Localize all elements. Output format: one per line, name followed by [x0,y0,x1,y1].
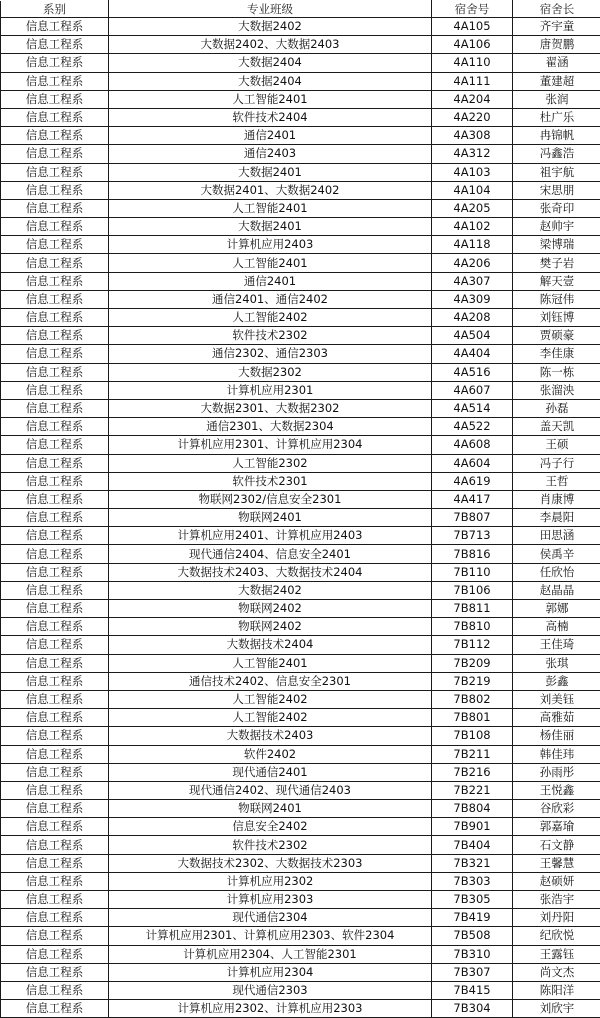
class-cell: 大数据2401 [109,163,432,181]
table-row [1,636,600,654]
table-row [1,836,600,854]
table-row [1,981,600,999]
dorm-head-cell: 解天壹 [513,272,600,290]
dorm-head-cell: 刘美钰 [513,690,600,708]
department-cell: 信息工程系 [1,418,109,436]
class-cell: 计算机应用2401、计算机应用2403 [109,527,432,545]
class-cell: 计算机应用2304 [109,963,432,981]
dorm-head-cell: 齐宇童 [513,18,600,36]
header-class: 专业班级 [109,1,432,18]
department-cell: 信息工程系 [1,490,109,508]
room-cell: 7B404 [432,836,513,854]
table-row [1,690,600,708]
header-row [1,1,600,18]
class-cell: 物联网2402 [109,600,432,618]
department-cell: 信息工程系 [1,327,109,345]
room-cell: 4A608 [432,436,513,454]
class-cell: 人工智能2401 [109,254,432,272]
table-row [1,781,600,799]
room-cell: 7B816 [432,545,513,563]
class-cell: 大数据技术2403、大数据技术2404 [109,563,432,581]
department-cell: 信息工程系 [1,690,109,708]
table-row [1,345,600,363]
room-cell: 4A206 [432,254,513,272]
department-cell: 信息工程系 [1,909,109,927]
room-cell: 7B804 [432,800,513,818]
room-cell: 7B901 [432,818,513,836]
class-cell: 大数据技术2302、大数据技术2303 [109,854,432,872]
dorm-head-cell: 高雅茹 [513,709,600,727]
table-row [1,600,600,618]
room-cell: 7B419 [432,909,513,927]
class-cell: 物联网2401 [109,509,432,527]
dorm-head-cell: 贾硕豪 [513,327,600,345]
room-cell: 4A102 [432,218,513,236]
dorm-head-cell: 谷欣彩 [513,800,600,818]
class-cell: 软件技术2404 [109,108,432,126]
class-cell: 大数据2302 [109,363,432,381]
room-cell: 7B110 [432,563,513,581]
dorm-head-cell: 张琪 [513,654,600,672]
department-cell: 信息工程系 [1,18,109,36]
department-cell: 信息工程系 [1,199,109,217]
department-cell: 信息工程系 [1,927,109,945]
department-cell: 信息工程系 [1,527,109,545]
header-room: 宿舍号 [432,1,513,18]
table-row [1,618,600,636]
table-row [1,545,600,563]
dorm-head-cell: 孙磊 [513,399,600,417]
room-cell: 7B810 [432,618,513,636]
room-cell: 7B221 [432,781,513,799]
room-cell: 7B219 [432,672,513,690]
class-cell: 计算机应用2302、计算机应用2303 [109,1000,432,1018]
class-cell: 大数据2404 [109,54,432,72]
table-row [1,108,600,126]
table-row [1,563,600,581]
class-cell: 大数据2401 [109,218,432,236]
department-cell: 信息工程系 [1,891,109,909]
dorm-head-cell: 翟涵 [513,54,600,72]
class-cell: 物联网2302/信息安全2301 [109,490,432,508]
dorm-head-cell: 孙雨彤 [513,763,600,781]
dorm-head-cell: 刘钰博 [513,309,600,327]
department-cell: 信息工程系 [1,963,109,981]
room-cell: 7B310 [432,945,513,963]
room-cell: 7B303 [432,872,513,890]
class-cell: 计算机应用2301、计算机应用2303、软件2304 [109,927,432,945]
department-cell: 信息工程系 [1,54,109,72]
table-row [1,418,600,436]
room-cell: 4A106 [432,36,513,54]
table-row [1,36,600,54]
class-cell: 软件技术2302 [109,836,432,854]
class-cell: 计算机应用2304、人工智能2301 [109,945,432,963]
room-cell: 4A105 [432,18,513,36]
class-cell: 计算机应用2301、计算机应用2304 [109,436,432,454]
room-cell: 7B807 [432,509,513,527]
department-cell: 信息工程系 [1,872,109,890]
class-cell: 大数据技术2404 [109,636,432,654]
room-cell: 4A619 [432,472,513,490]
room-cell: 7B321 [432,854,513,872]
class-cell: 大数据2404 [109,72,432,90]
table-row [1,763,600,781]
table-row [1,654,600,672]
dorm-head-cell: 张奇印 [513,199,600,217]
department-cell: 信息工程系 [1,945,109,963]
dorm-head-cell: 王露钰 [513,945,600,963]
dorm-head-cell: 赵晶晶 [513,581,600,599]
class-cell: 通信2403 [109,145,432,163]
table-row [1,436,600,454]
room-cell: 7B307 [432,963,513,981]
dorm-head-cell: 刘丹阳 [513,909,600,927]
header-department: 系别 [1,1,109,18]
class-cell: 人工智能2302 [109,454,432,472]
table-row [1,800,600,818]
department-cell: 信息工程系 [1,854,109,872]
room-cell: 4A417 [432,490,513,508]
dorm-head-cell: 冯子行 [513,454,600,472]
department-cell: 信息工程系 [1,781,109,799]
class-cell: 大数据技术2403 [109,727,432,745]
department-cell: 信息工程系 [1,472,109,490]
class-cell: 大数据2402、大数据2403 [109,36,432,54]
department-cell: 信息工程系 [1,563,109,581]
department-cell: 信息工程系 [1,108,109,126]
department-cell: 信息工程系 [1,218,109,236]
table-row [1,145,600,163]
department-cell: 信息工程系 [1,363,109,381]
department-cell: 信息工程系 [1,72,109,90]
table-row [1,672,600,690]
department-cell: 信息工程系 [1,381,109,399]
table-row [1,527,600,545]
room-cell: 4A307 [432,272,513,290]
dorm-head-cell: 张润 [513,90,600,108]
room-cell: 7B209 [432,654,513,672]
table-row [1,509,600,527]
dorm-head-cell: 赵帅宇 [513,218,600,236]
department-cell: 信息工程系 [1,36,109,54]
department-cell: 信息工程系 [1,454,109,472]
room-cell: 7B112 [432,636,513,654]
class-cell: 现代通信2402、现代通信2403 [109,781,432,799]
class-cell: 人工智能2401 [109,199,432,217]
class-cell: 通信2301、大数据2304 [109,418,432,436]
dorm-head-cell: 石文静 [513,836,600,854]
dorm-head-cell: 韩佳玮 [513,745,600,763]
table-row [1,472,600,490]
dorm-head-cell: 王哲 [513,472,600,490]
department-cell: 信息工程系 [1,727,109,745]
class-cell: 人工智能2402 [109,709,432,727]
table-row [1,290,600,308]
class-cell: 通信2401 [109,272,432,290]
dorm-head-cell: 赵硕妍 [513,872,600,890]
class-cell: 软件技术2302 [109,327,432,345]
table-row [1,199,600,217]
class-cell: 现代通信2304 [109,909,432,927]
table-row [1,727,600,745]
department-cell: 信息工程系 [1,636,109,654]
dorm-head-cell: 郭嘉瑜 [513,818,600,836]
room-cell: 7B415 [432,981,513,999]
room-cell: 7B802 [432,690,513,708]
header-dorm-head: 宿舍长 [513,1,600,18]
dorm-head-cell: 张溜泱 [513,381,600,399]
table-row [1,581,600,599]
table-row [1,236,600,254]
room-cell: 4A607 [432,381,513,399]
class-cell: 通信2302、通信2303 [109,345,432,363]
class-cell: 通信2401、通信2402 [109,290,432,308]
room-cell: 4A504 [432,327,513,345]
class-cell: 信息安全2402 [109,818,432,836]
department-cell: 信息工程系 [1,254,109,272]
class-cell: 大数据2402 [109,18,432,36]
class-cell: 大数据2402 [109,581,432,599]
dorm-head-cell: 纪欣悦 [513,927,600,945]
dorm-head-cell: 田思涵 [513,527,600,545]
department-cell: 信息工程系 [1,654,109,672]
dorm-head-cell: 陈阳洋 [513,981,600,999]
department-cell: 信息工程系 [1,145,109,163]
room-cell: 4A110 [432,54,513,72]
department-cell: 信息工程系 [1,399,109,417]
table-row [1,909,600,927]
table-row [1,18,600,36]
department-cell: 信息工程系 [1,436,109,454]
table-row [1,218,600,236]
department-cell: 信息工程系 [1,290,109,308]
table-row [1,891,600,909]
department-cell: 信息工程系 [1,709,109,727]
class-cell: 计算机应用2303 [109,891,432,909]
dorm-head-cell: 盖天凯 [513,418,600,436]
table-row [1,163,600,181]
department-cell: 信息工程系 [1,818,109,836]
table-row [1,709,600,727]
dorm-head-cell: 杨佳丽 [513,727,600,745]
table-row [1,72,600,90]
table-row [1,363,600,381]
dorm-head-cell: 任欣怡 [513,563,600,581]
department-cell: 信息工程系 [1,509,109,527]
department-cell: 信息工程系 [1,272,109,290]
class-cell: 计算机应用2301 [109,381,432,399]
class-cell: 物联网2402 [109,618,432,636]
dorm-head-cell: 冯鑫浩 [513,145,600,163]
table-row [1,454,600,472]
table-row [1,254,600,272]
table-row [1,90,600,108]
room-cell: 4A522 [432,418,513,436]
department-cell: 信息工程系 [1,236,109,254]
room-cell: 7B108 [432,727,513,745]
class-cell: 人工智能2402 [109,690,432,708]
class-cell: 现代通信2401 [109,763,432,781]
department-cell: 信息工程系 [1,618,109,636]
table-row [1,963,600,981]
room-cell: 4A404 [432,345,513,363]
class-cell: 现代通信2303 [109,981,432,999]
dorm-head-cell: 张浩宇 [513,891,600,909]
department-cell: 信息工程系 [1,127,109,145]
dorm-head-cell: 梁博瑞 [513,236,600,254]
room-cell: 4A103 [432,163,513,181]
room-cell: 7B801 [432,709,513,727]
department-cell: 信息工程系 [1,345,109,363]
class-cell: 大数据2301、大数据2302 [109,399,432,417]
class-cell: 物联网2401 [109,800,432,818]
dorm-head-cell: 董建超 [513,72,600,90]
room-cell: 4A118 [432,236,513,254]
dorm-head-cell: 刘欣宇 [513,1000,600,1018]
room-cell: 4A309 [432,290,513,308]
dorm-head-cell: 肖康博 [513,490,600,508]
dorm-head-cell: 陈一栋 [513,363,600,381]
room-cell: 4A205 [432,199,513,217]
class-cell: 通信技术2402、信息安全2301 [109,672,432,690]
department-cell: 信息工程系 [1,181,109,199]
room-cell: 4A220 [432,108,513,126]
dorm-head-cell: 王悦鑫 [513,781,600,799]
dorm-head-cell: 高楠 [513,618,600,636]
department-cell: 信息工程系 [1,581,109,599]
table-row [1,872,600,890]
class-cell: 通信2401 [109,127,432,145]
room-cell: 7B713 [432,527,513,545]
dorm-head-cell: 王馨慧 [513,854,600,872]
room-cell: 7B211 [432,745,513,763]
room-cell: 7B106 [432,581,513,599]
table-row [1,927,600,945]
department-cell: 信息工程系 [1,309,109,327]
class-cell: 人工智能2401 [109,654,432,672]
dorm-head-cell: 侯禹辛 [513,545,600,563]
department-cell: 信息工程系 [1,800,109,818]
room-cell: 4A312 [432,145,513,163]
department-cell: 信息工程系 [1,545,109,563]
table-row [1,945,600,963]
dorm-head-cell: 陈冠伟 [513,290,600,308]
class-cell: 大数据2401、大数据2402 [109,181,432,199]
table-row [1,127,600,145]
department-cell: 信息工程系 [1,836,109,854]
class-cell: 软件技术2301 [109,472,432,490]
dorm-head-cell: 彭鑫 [513,672,600,690]
dorm-head-cell: 杜广乐 [513,108,600,126]
table-row [1,327,600,345]
table-row [1,745,600,763]
table-row [1,1000,600,1018]
dorm-head-cell: 樊子岩 [513,254,600,272]
dorm-head-cell: 王硕 [513,436,600,454]
room-cell: 4A104 [432,181,513,199]
table-row [1,309,600,327]
room-cell: 4A604 [432,454,513,472]
dorm-head-cell: 宋思朋 [513,181,600,199]
dorm-head-cell: 尚文杰 [513,963,600,981]
department-cell: 信息工程系 [1,981,109,999]
dorm-head-cell: 王佳琦 [513,636,600,654]
room-cell: 7B305 [432,891,513,909]
class-cell: 人工智能2401 [109,90,432,108]
room-cell: 4A308 [432,127,513,145]
department-cell: 信息工程系 [1,672,109,690]
table-row [1,272,600,290]
room-cell: 4A516 [432,363,513,381]
class-cell: 计算机应用2302 [109,872,432,890]
department-cell: 信息工程系 [1,90,109,108]
room-cell: 4A204 [432,90,513,108]
room-cell: 7B216 [432,763,513,781]
room-cell: 7B508 [432,927,513,945]
department-cell: 信息工程系 [1,1000,109,1018]
dorm-head-cell: 郭娜 [513,600,600,618]
dorm-head-cell: 祖宇航 [513,163,600,181]
table-row [1,181,600,199]
room-cell: 4A514 [432,399,513,417]
table-row [1,854,600,872]
room-cell: 4A111 [432,72,513,90]
table-row [1,54,600,72]
table-row [1,381,600,399]
class-cell: 人工智能2402 [109,309,432,327]
department-cell: 信息工程系 [1,600,109,618]
table-row [1,490,600,508]
table-row [1,818,600,836]
table-body [1,18,600,1018]
department-cell: 信息工程系 [1,763,109,781]
department-cell: 信息工程系 [1,163,109,181]
room-cell: 4A208 [432,309,513,327]
dorm-head-cell: 李佳康 [513,345,600,363]
class-cell: 现代通信2404、信息安全2401 [109,545,432,563]
room-cell: 7B304 [432,1000,513,1018]
room-cell: 7B811 [432,600,513,618]
dorm-head-cell: 唐贺鹏 [513,36,600,54]
department-cell: 信息工程系 [1,745,109,763]
dorm-head-cell: 李晨阳 [513,509,600,527]
class-cell: 软件2402 [109,745,432,763]
dorm-head-cell: 冉锦帆 [513,127,600,145]
class-cell: 计算机应用2403 [109,236,432,254]
table-row [1,399,600,417]
